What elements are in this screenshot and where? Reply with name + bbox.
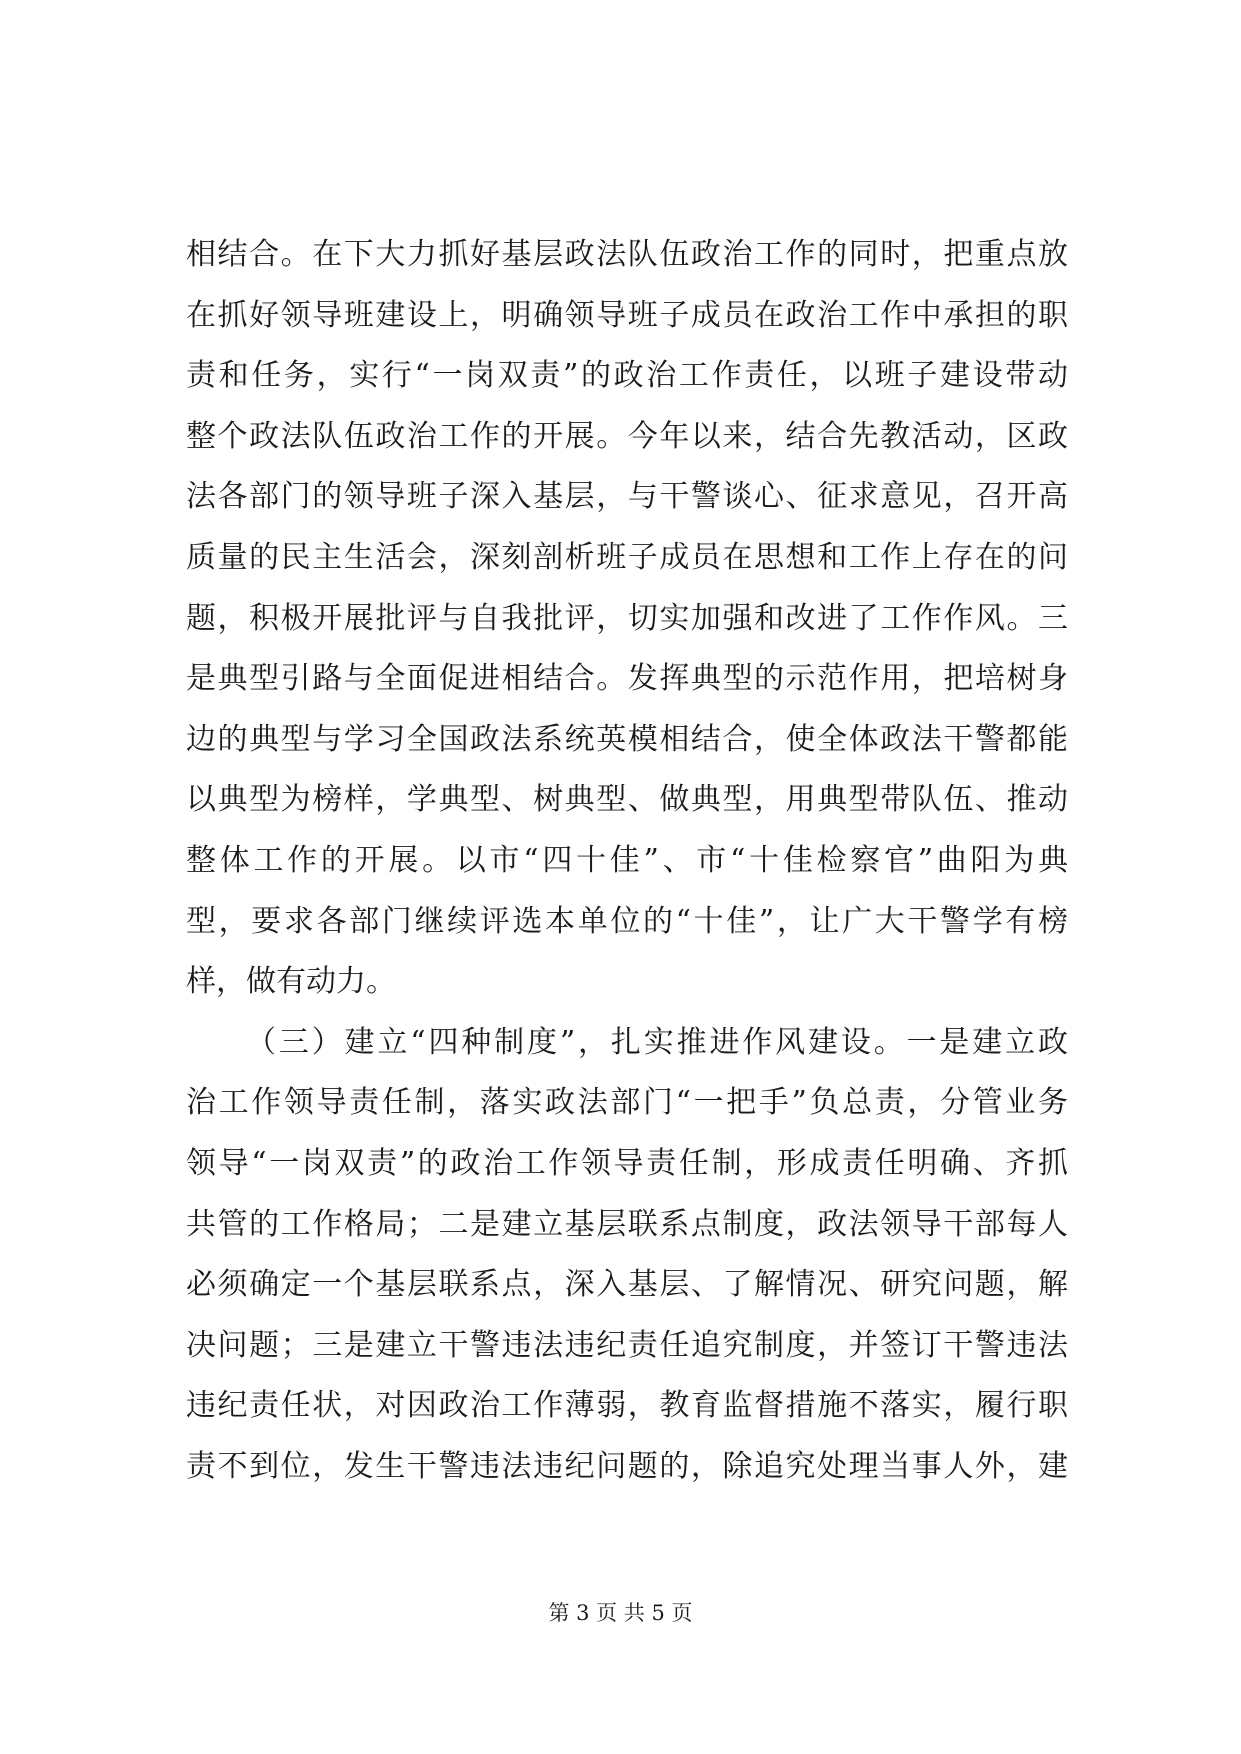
text-line: 以典型为榜样，学典型、树典型、做典型，用典型带队伍、推动 (186, 782, 1068, 818)
text-line: 违纪责任状，对因政治工作薄弱，教育监督措施不落实，履行职 (186, 1388, 1068, 1424)
text-line: 质量的民主生活会，深刻剖析班子成员在思想和工作上存在的问 (186, 539, 1068, 575)
text-line: 法各部门的领导班子深入基层，与干警谈心、征求意见，召开高 (186, 479, 1068, 515)
text-line: 领导“一岗双责”的政治工作领导责任制，形成责任明确、齐抓 (186, 1145, 1068, 1181)
text-line: 责和任务，实行“一岗双责”的政治工作责任，以班子建设带动 (186, 358, 1068, 394)
paragraph (186, 225, 1068, 1013)
text-line: 决问题；三是建立干警违法违纪责任追究制度，并签订干警违法 (186, 1327, 1068, 1363)
paragraph (186, 1013, 1068, 1498)
text-line: 必须确定一个基层联系点，深入基层、了解情况、研究问题，解 (186, 1267, 1068, 1303)
text-line: 整个政法队伍政治工作的开展。今年以来，结合先教活动，区政 (186, 418, 1068, 454)
text-line: 治工作领导责任制，落实政法部门“一把手”负总责，分管业务 (186, 1085, 1068, 1121)
text-line: 型，要求各部门继续评选本单位的“十佳”，让广大干警学有榜 (186, 903, 1068, 939)
text-line: 共管的工作格局；二是建立基层联系点制度，政法领导干部每人 (186, 1206, 1068, 1242)
text-line: 边的典型与学习全国政法系统英模相结合，使全体政法干警都能 (186, 721, 1068, 757)
text-line: 在抓好领导班建设上，明确领导班子成员在政治工作中承担的职 (186, 297, 1068, 333)
text-line: 是典型引路与全面促进相结合。发挥典型的示范作用，把培树身 (186, 661, 1068, 697)
text-line: 样，做有动力。 (186, 964, 396, 1000)
body-text (186, 225, 1068, 1497)
text-line: 相结合。在下大力抓好基层政法队伍政治工作的同时，把重点放 (186, 237, 1068, 272)
text-line: 责不到位，发生干警违法违纪问题的，除追究处理当事人外，建 (186, 1448, 1068, 1484)
text-line: 题，积极开展批评与自我批评，切实加强和改进了工作作风。三 (186, 600, 1068, 636)
text-line: 整体工作的开展。以市“四十佳”、市“十佳检察官”曲阳为典 (186, 842, 1068, 878)
page-number: 第 3 页 共 5 页 (548, 1601, 693, 1625)
text-line: （三）建立“四种制度”，扎实推进作风建设。一是建立政 (246, 1024, 1068, 1060)
